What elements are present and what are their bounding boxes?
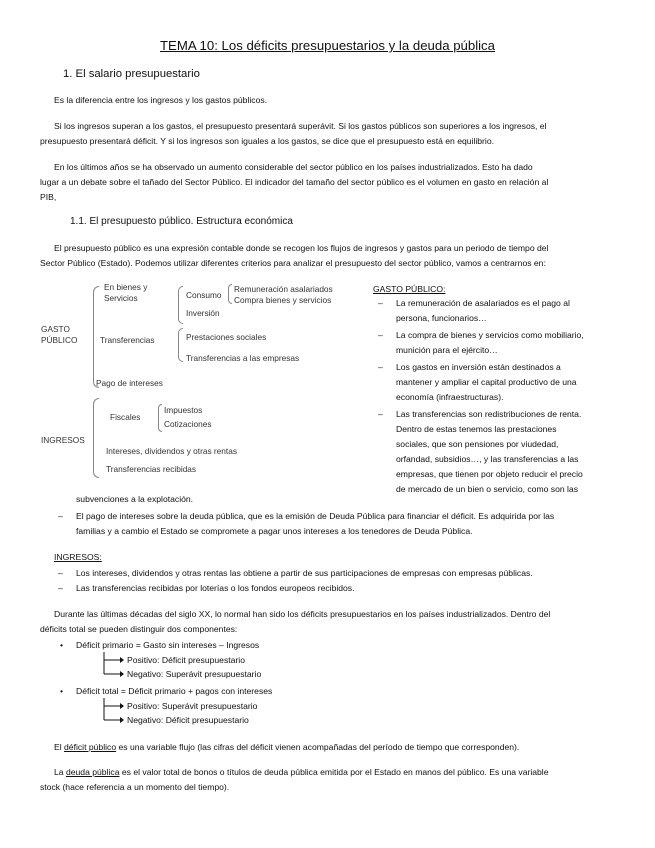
gasto-list-line: La compra de bienes y servicios como mobiliario, bbox=[396, 330, 584, 340]
paragraph: Durante las últimas décadas del siglo XX, lo normal han sido los déficits presupuestarios en los países industrializados. Dentro del bbox=[54, 609, 551, 619]
dash: – bbox=[58, 511, 63, 521]
budget-diagram bbox=[38, 280, 368, 480]
brace-bienes bbox=[178, 286, 183, 324]
gasto-list-line: Las transferencias son redistribuciones de renta. bbox=[396, 409, 582, 419]
diagram-cotizaciones: Cotizaciones bbox=[164, 419, 212, 429]
list-item: El pago de intereses sobre la deuda pública, que es la emisión de Deuda Pública para financiar el déficit. Es adquirida por las bbox=[76, 511, 555, 521]
paragraph-deuda-cont: stock (hace referencia a un momento del tiempo). bbox=[40, 782, 230, 792]
bullet: • bbox=[60, 686, 64, 696]
page-title: TEMA 10: Los déficits presupuestarios y la deuda pública bbox=[159, 38, 495, 53]
diagram-transferencias: Transferencias bbox=[100, 335, 155, 345]
diagram-intereses-div: Intereses, dividendos y otras rentas bbox=[106, 446, 237, 456]
deficit-primario: Déficit primario = Gasto sin intereses – Ingresos bbox=[76, 640, 260, 650]
list-item: familias y a cambio el Estado se compromete a pagar unos intereses a los tenedores de Deuda Pública. bbox=[76, 526, 473, 536]
dash: – bbox=[378, 330, 383, 340]
diagram-inversion: Inversión bbox=[186, 308, 220, 318]
dash: – bbox=[378, 409, 383, 419]
ingresos-heading: INGRESOS: bbox=[54, 552, 102, 562]
dash: – bbox=[378, 298, 383, 308]
gasto-list-line: sociales, que son pensiones por viudedad, bbox=[396, 439, 559, 449]
paragraph: Sector Público (Estado). Podemos utilizar diferentes criterios para analizar el presupuesto del sector público, vamos a centrarnos en: bbox=[40, 258, 546, 268]
list-item-cont: subvenciones a la explotación. bbox=[76, 494, 194, 504]
diagram-remuneracion: Remuneración asalariados bbox=[234, 284, 333, 294]
diagram-pago-intereses: Pago de intereses bbox=[96, 378, 163, 388]
deficit-total-negativo: Negativo: Déficit presupuestario bbox=[127, 715, 249, 725]
gasto-list-line: Los gastos en inversión están destinados a bbox=[396, 362, 561, 372]
paragraph-deuda: La deuda pública es el valor total de bonos o títulos de deuda pública emitida por el Estado en manos del público. Es una variable bbox=[54, 767, 549, 777]
deficit-total-positivo: Positivo: Superávit presupuestario bbox=[127, 701, 258, 711]
paragraph: El presupuesto público es una expresión contable donde se recogen los flujos de ingresos y gastos para un periodo de tiempo del bbox=[54, 243, 549, 253]
brace-consumo bbox=[228, 284, 232, 304]
diagram-impuestos: Impuestos bbox=[164, 405, 203, 415]
section-heading: 1. El salario presupuestario bbox=[63, 68, 200, 80]
dash: – bbox=[378, 362, 383, 372]
paragraph: lugar a un debate sobre el tañado del Sector Público. El indicador del tamaño del sector público es el volumen en gasto en relación al bbox=[40, 177, 549, 187]
paragraph: presupuesto presentará déficit. Y si los ingresos son iguales a los gastos, se dice que el presupuesto está en equilibrio. bbox=[40, 136, 494, 146]
gasto-list-line: La remuneración de asalariados es el pago al bbox=[396, 298, 570, 308]
arrow-branch-icon bbox=[100, 698, 124, 728]
list-item: Los intereses, dividendos y otras rentas las obtiene a partir de sus participaciones de empresas con empresas públicas. bbox=[76, 568, 533, 578]
diagram-ingresos-label: INGRESOS bbox=[41, 435, 85, 445]
brace-transferencias bbox=[178, 328, 183, 362]
diagram-gasto-label: GASTO PÚBLICO bbox=[41, 324, 78, 345]
gasto-list-line: economía (infraestructuras). bbox=[396, 392, 504, 402]
deficit-total: Déficit total = Déficit primario + pagos con intereses bbox=[76, 686, 273, 696]
diagram-prestaciones: Prestaciones sociales bbox=[186, 332, 267, 342]
paragraph: Si los ingresos superan a los gastos, el presupuesto presentará superávit. Si los gastos públicos son superiores a los ingresos, el bbox=[54, 121, 547, 131]
gasto-list-line: mantener y ampliar el capital productivo de una bbox=[396, 377, 577, 387]
gasto-list-line: orfandad, subsidios…, y las transferencias a las bbox=[396, 454, 579, 464]
dash: – bbox=[58, 583, 63, 593]
subsection-heading: 1.1. El presupuesto público. Estructura económica bbox=[70, 216, 293, 227]
gasto-list-line: munición para el ejército… bbox=[396, 345, 498, 355]
diagram-bienes: En bienes y Servicios bbox=[104, 282, 148, 303]
gasto-publico-heading: GASTO PÚBLICO: bbox=[373, 284, 446, 294]
bullet: • bbox=[60, 640, 64, 650]
gasto-list-line: empresas, que tienen por objeto reducir el precio bbox=[396, 469, 583, 479]
paragraph-deficit-flujo: El déficit público es una variable flujo (las cifras del déficit vienen acompañadas del período de tiempo que corresponden). bbox=[54, 742, 520, 752]
brace-gasto bbox=[93, 286, 99, 388]
diagram-fiscales: Fiscales bbox=[110, 412, 141, 422]
brace-ingresos bbox=[93, 398, 99, 478]
paragraph: Es la diferencia entre los ingresos y los gastos públicos. bbox=[54, 95, 268, 105]
paragraph: déficits total se pueden distinguir dos componentes: bbox=[40, 624, 238, 634]
diagram-transf-empresas: Transferencias a las empresas bbox=[186, 353, 300, 363]
diagram-transf-recibidas: Transferencias recibidas bbox=[106, 464, 197, 474]
deficit-primario-positivo: Positivo: Déficit presupuestario bbox=[127, 655, 245, 665]
arrow-branch-icon bbox=[100, 652, 124, 682]
diagram-consumo: Consumo bbox=[186, 290, 222, 300]
paragraph: En los últimos años se ha observado un aumento considerable del sector público en los países industrializados. Esto ha dado bbox=[54, 162, 533, 172]
diagram-compra: Compra bienes y servicios bbox=[234, 295, 332, 305]
paragraph: PIB, bbox=[40, 192, 57, 202]
deficit-primario-negativo: Negativo: Superávit presupuestario bbox=[127, 669, 262, 679]
gasto-list-line: de mercado de un bien o servicio, como son las bbox=[396, 484, 579, 494]
gasto-list-line: Dentro de estas tenemos las prestaciones bbox=[396, 424, 557, 434]
gasto-list-line: persona, funcionarios… bbox=[396, 313, 487, 323]
list-item: Las transferencias recibidas por loterías o los fondos europeos recibidos. bbox=[76, 583, 355, 593]
brace-fiscales bbox=[158, 404, 162, 432]
dash: – bbox=[58, 568, 63, 578]
